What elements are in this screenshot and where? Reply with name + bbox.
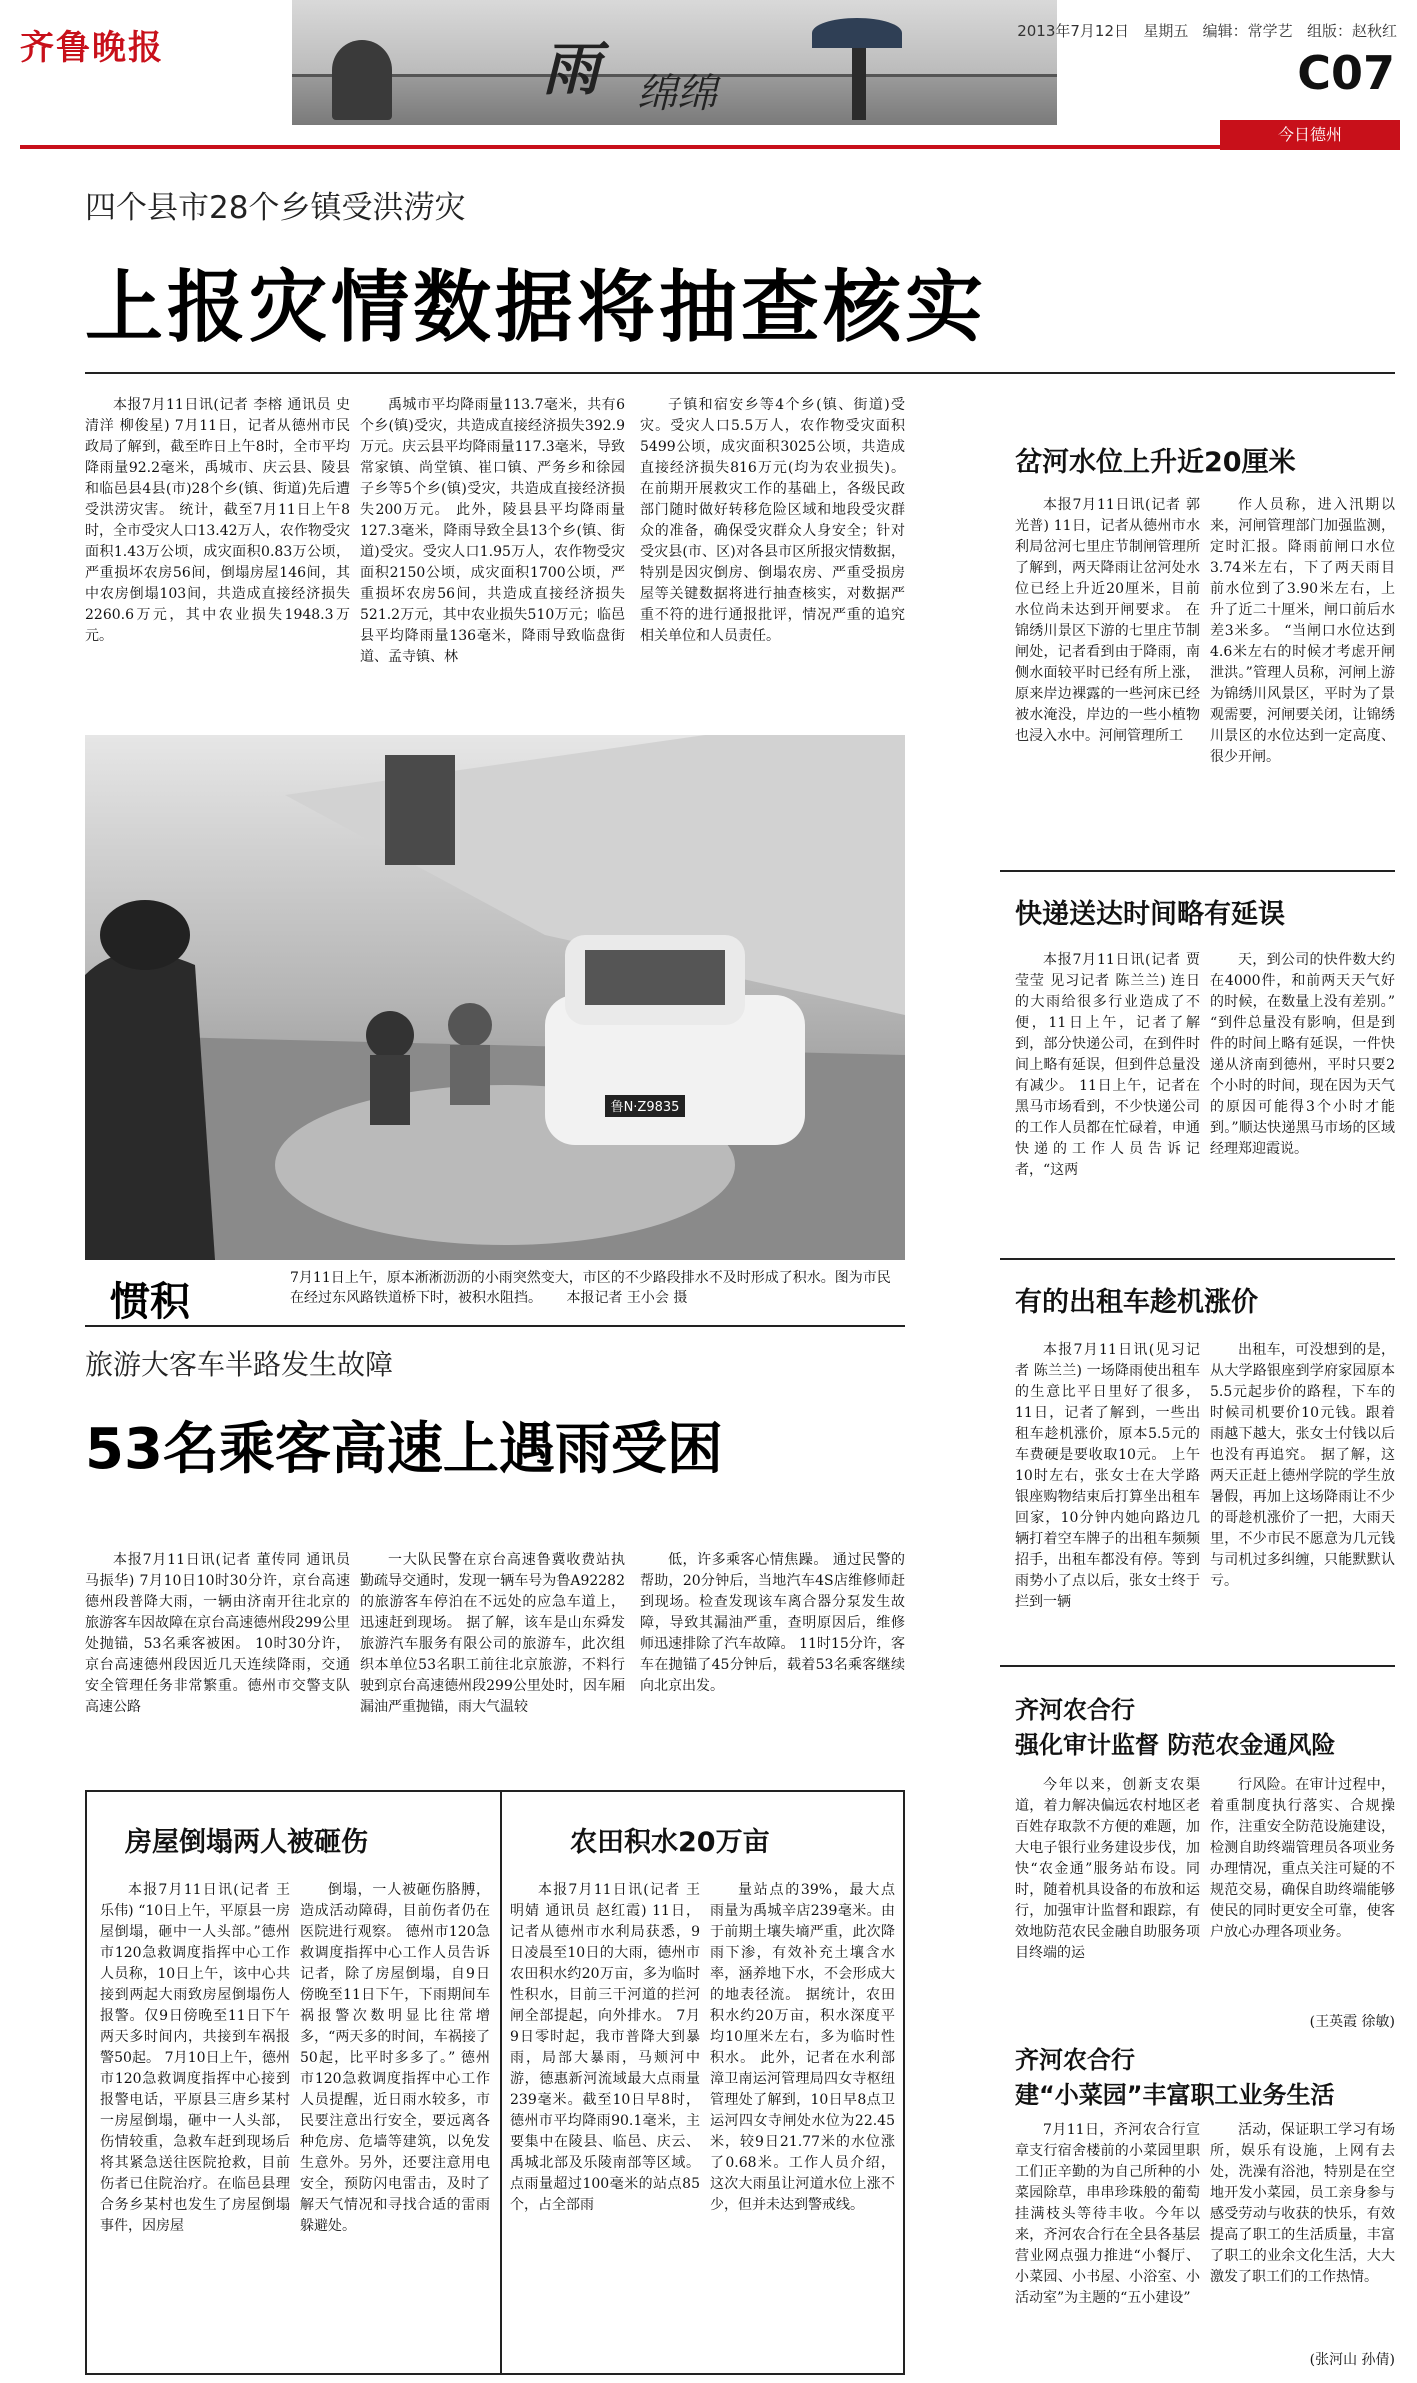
banner-subtitle: 绵绵	[637, 71, 717, 117]
river-headline: 岔河水位上升近20厘米	[1015, 447, 1296, 478]
masthead-rule	[20, 145, 1400, 149]
editor: 编辑：常学艺	[1202, 22, 1293, 40]
page-meta	[1017, 20, 1397, 41]
river-column-1: 本报7月11日讯(记者 郭光普) 11日，记者从德州市水利局岔河七里庄节制闸管理所了解到，两天降雨让岔河处水位已经上升近20厘米，目前水位尚未达到开闸要求。 在锦绣川景区下游的七里庄节制闸处，记者看到由于降雨，南侧水面较平时已经有所上涨，原来岸边裸露的一些河床已经被水淹没，岸边的一些小植物也浸入水中。河闸管理所工	[1015, 497, 1200, 744]
express-column-1: 本报7月11日讯(记者 贾莹莹 见习记者 陈兰兰) 连日的大雨给很多行业造成了不便，11日上午，记者了解到，部分快递公司，在到件时间上略有延误，但到件总量没有减少。 11日上午，记者在黑马市场看到，不少快递公司的工作人员都在忙碌着，申通快递的工作人员告诉记者，“这两	[1015, 952, 1200, 1178]
photo-credit: 本报记者 王小会 摄	[566, 1290, 688, 1306]
lead-rule	[85, 372, 1395, 374]
banner-title: 雨	[542, 35, 607, 103]
car-license-plate: 鲁N·Z9835	[610, 1100, 680, 1115]
coop2-column-2: 活动，保证职工学习有场所，娱乐有设施，上网有去处，洗澡有浴池，特别是在空地开发小菜园，员工亲身参与感受劳动与收获的快乐，有效提高了职工的生活质量，丰富了职工的业余文化生活，大大激发了职工们的工作热情。	[1210, 2122, 1395, 2285]
coop1-byline: (王英霞 徐敏)	[1309, 2014, 1395, 2030]
photo-caption: 7月11日上午，原本淅淅沥沥的小雨突然变大，市区的不少路段排水不及时形成了积水。图为市民在经过东风路铁道桥下时，被积水阻挡。 本报记者 王小会 摄	[290, 1270, 891, 1306]
taxi-column-2: 出租车，可没想到的是，从大学路银座到学府家园原本5.5元起步价的路程，下车的时候司机要价10元钱。跟着雨越下越大，张女士付钱以后也没有再追究。 据了解，这两天正赶上德州学院的学生放暑假，再加上这场降雨让不少的哥趁机涨价了一把，大雨天里，不少市民不愿意为几元钱与司机过多纠缠，只能默默认亏。	[1210, 1342, 1395, 1589]
section-tag: 今日德州	[1220, 120, 1400, 150]
express-column-2: 天，到公司的快件数大约在4000件，和前两天天气好的时候，在数量上没有差别。” “到件总量没有影响，但是到件的时间上略有延误，一件快递从济南到德州，平时只要2个小时的时间，现在因为天气的原因可能得3个小时才能到。”顺达快递黑马市场的区域经理郑迎霞说。	[1210, 952, 1395, 1157]
coop1-headline: 强化审计监督 防范农金通风险	[1015, 1731, 1336, 1759]
lead-column-3: 子镇和宿安乡等4个乡(镇、街道)受灾。受灾人口5.5万人，农作物受灾面积5499公顷，成灾面积3025公顷，共造成直接经济损失816万元(均为农业损失)。 在前期开展救灾工作的基础上，各级民政部门随时做好转移危险区域和地段受灾群众的准备，确保受灾群众人身安全；针对受灾县(市、区)对各县市区所报灾情数据，特别是因灾倒房、倒塌农房、严重受损房屋等关键数据将进行抽查核实，对数据严重不符的进行通报批评，情况严重的追究相关单位和人员责任。	[640, 397, 905, 644]
lower-box-divider	[500, 1790, 502, 2375]
coop2-column-1: 7月11日，齐河农合行宣章支行宿舍楼前的小菜园里职工们正辛勤的为自己所种的小菜园除草，串串珍珠般的葡萄挂满枝头等待丰收。今年以来，齐河农合行在全县各基层营业网点强力推进“小餐厅、小菜园、小书屋、小浴室、小活动室”为主题的“五小建设”	[1015, 2122, 1200, 2306]
house-headline: 房屋倒塌两人被砸伤	[125, 1827, 368, 1858]
bus-column-1: 本报7月11日讯(记者 董传同 通讯员 马振华) 7月10日10时30分许，京台高速德州段普降大雨，一辆由济南开往北京的旅游客车因故障在京台高速德州段299公里处抛锚，53名乘客被困。 10时30分许，京台高速德州段因近几天连续降雨，交通安全管理任务非常繁重。德州市交警支队高速公路	[85, 1552, 350, 1715]
lead-column-1: 本报7月11日讯(记者 李榕 通讯员 史清洋 柳俊星) 7月11日，记者从德州市民政局了解到，截至昨日上午8时，全市平均降雨量92.2毫米，禹城市、庆云县、陵县和临邑县4县(市)28个乡(镇、街道)先后遭受洪涝灾害。 统计，截至7月11日上午8时，全市受灾人口13.42万人，农作物受灾面积1.43万公顷，成灾面积0.83万公顷，严重损坏农房56间，倒塌房屋146间，其中农房倒塌103间，共造成直接经济损失2260.6万元，其中农业损失1948.3万元。	[85, 397, 350, 644]
umbrella-figure	[812, 18, 902, 48]
lead-headline: 上报灾情数据将抽查核实	[85, 263, 988, 353]
page-number: C07	[1297, 46, 1395, 100]
bus-headline: 53名乘客高速上遇雨受困	[85, 1417, 723, 1482]
river-rule	[1000, 870, 1395, 872]
farm-column-2: 量站点的39%，最大点雨量为禹城辛店239毫米。由于前期土壤失墒严重，此次降雨下渗，有效补充土壤含水率，涵养地下水，不会形成大的地表径流。 据统计，农田积水约20万亩，积水深度平均10厘米左右，多为临时性积水。 此外，记者在水利部漳卫南运河管理局四女寺枢纽管理处了解到，10日早8点卫运河四女寺闸处水位为22.45米，较9日21.77米的水位涨了0.68米。工作人员介绍，这次大雨虽让河道水位上涨不少，但并未达到警戒线。	[710, 1882, 895, 2213]
flooded-street-image	[85, 735, 905, 1260]
bus-kicker: 旅游大客车半路发生故障	[85, 1348, 394, 1381]
house-column-2: 倒塌，一人被砸伤胳膊，造成活动障碍，目前伤者仍在医院进行观察。 德州市120急救调度指挥中心工作人员告诉记者，除了房屋倒塌，自9日傍晚至11日下午，下雨期间车祸报警次数明显比往常增多，“两天多的时间，车祸接了50起，比平时多多了。” 德州市120急救调度指挥中心工作人员提醒，近日雨水较多，市民要注意出行安全，要远离各种危房、危墙等建筑，以免发生意外。另外，还要注意用电安全，预防闪电雷击，及时了解天气情况和寻找合适的雷雨躲避处。	[300, 1882, 490, 2234]
coop2-byline: (张河山 孙倩)	[1309, 2352, 1395, 2368]
photo-title: 惯积	[110, 1279, 190, 1325]
coop2-kicker: 齐河农合行	[1015, 2046, 1135, 2074]
lead-column-2: 禹城市平均降雨量113.7毫米，共有6个乡(镇)受灾，共造成直接经济损失392.9万元。庆云县平均降雨量117.3毫米，导致常家镇、尚堂镇、崔口镇、严务乡和徐园子乡等5个乡(镇)受灾，共造成直接经济损失200万元。 此外，陵县县平均降雨量127.3毫米，降雨导致全县13个乡(镇、街道)受灾。受灾人口1.95万人，农作物受灾面积2150公顷，成灾面积1700公顷，严重损坏农房56间，共造成直接经济损失521.2万元，其中农业损失510万元；临邑县平均降雨量136毫米，降雨导致临盘街道、孟寺镇、林	[360, 397, 625, 665]
taxi-headline: 有的出租车趁机涨价	[1015, 1287, 1258, 1318]
issue-weekday: 星期五	[1143, 22, 1189, 40]
coop2-headline: 建“小菜园”丰富职工业务生活	[1015, 2081, 1335, 2109]
bus-column-2: 一大队民警在京台高速鲁冀收费站执勤疏导交通时，发现一辆车号为鲁A92282的旅游客车停泊在不远处的应急车道上，迅速赶到现场。 据了解，该车是山东舜发旅游汽车服务有限公司的旅游车，此次组织本单位53名职工前往北京旅游，不料行驶到京台高速德州段299公里处时，因车厢漏油严重抛锚，雨大气温较	[360, 1552, 625, 1715]
coop1-kicker: 齐河农合行	[1015, 1696, 1135, 1724]
layout-editor: 组版：赵秋红	[1306, 22, 1397, 40]
issue-date: 2013年7月12日	[1017, 22, 1130, 40]
coop1-column-2: 行风险。在审计过程中，着重制度执行落实、合规操作，注重安全防范设施建设，检测自助终端管理员各项业务办理情况，重点关注可疑的不规范交易，确保自助终端能够使民的同时更安全可靠，使客户放心办理各项业务。	[1210, 1777, 1395, 1940]
news-photo	[85, 735, 905, 1260]
house-column-1: 本报7月11日讯(记者 王乐伟) “10日上午，平原县一房屋倒塌，砸中一人头部。”德州市120急救调度指挥中心工作人员称，10日上午，该中心共接到两起大雨致房屋倒塌伤人报警。仅9日傍晚至11日下午两天多时间内，共接到车祸报警50起。 7月10日上午，德州市120急救调度指挥中心接到报警电话，平原县三唐乡某村一房屋倒塌，砸中一人头部，伤情较重，急救车赶到现场后将其紧急送往医院抢救，目前伤者已住院治疗。在临邑县理合务乡某村也发生了房屋倒塌事件，因房屋	[100, 1882, 290, 2234]
taxi-rule	[1000, 1665, 1395, 1667]
paper-name: 齐鲁晚报	[20, 28, 164, 68]
taxi-column-1: 本报7月11日讯(见习记者 陈兰兰) 一场降雨使出租车的生意比平日里好了很多，11日，记者了解到，一些出租车趁机涨价，原本5.5元的车费硬是要收取10元。 上午10时左右，张女士在大学路银座购物结束后打算坐出租车回家，10分钟内她向路边几辆打着空车牌子的出租车频频招手，出租车都没有停。等到雨势小了点以后，张女士终于拦到一辆	[1015, 1342, 1200, 1610]
express-headline: 快递送达时间略有延误	[1015, 899, 1285, 930]
pedestrian-figure	[852, 48, 866, 120]
photo-rule	[85, 1325, 905, 1327]
lead-kicker: 四个县市28个乡镇受洪涝灾	[85, 190, 466, 226]
coop1-column-1: 今年以来，创新支农渠道，着力解决偏远农村地区老百姓存取款不方便的难题，加大电子银行业务建设步伐，加快“农金通”服务站布设。同时，随着机具设备的布放和运行，加强审计监督和跟踪，有效地防范农民金融自助服务项目终端的运	[1015, 1777, 1200, 1961]
cyclist-figure	[332, 40, 392, 120]
farm-column-1: 本报7月11日讯(记者 王明婧 通讯员 赵红霞) 11日，记者从德州市水利局获悉，9日凌晨至10日的大雨，德州市农田积水约20万亩，多为临时性积水，目前三干河道的拦河闸全部提起，向外排水。 7月9日零时起，我市普降大到暴雨，局部大暴雨，马颊河中游，德惠新河流域最大点雨量239毫米。截至10日早8时，德州市平均降雨90.1毫米，主要集中在陵县、临邑、庆云、禹城北部及乐陵南部等区域。点雨量超过100毫米的站点85个，占全部雨	[510, 1882, 700, 2213]
bus-column-3: 低，许多乘客心情焦躁。 通过民警的帮助，20分钟后，当地汽车4S店维修师赶到现场。检查发现该车离合器分泵发生故障，导致其漏油严重，查明原因后，维修师迅速排除了汽车故障。 11时15分许，客车在抛锚了45分钟后，载着53名乘客继续向北京出发。	[640, 1552, 905, 1694]
river-column-2: 作人员称，进入汛期以来，河闸管理部门加强监测，定时汇报。降雨前闸口水位3.74米左右，下了两天雨目前水位到了3.90米左右，上升了近二十厘米，闸口前后水差3米多。 “当闸口水位达到4.6米左右的时候才考虑开闸泄洪。”管理人员称，河闸上游为锦绣川风景区，平时为了景观需要，河闸要关闭，让锦绣川景区的水位达到一定高度、很少开闸。	[1210, 497, 1395, 765]
express-rule	[1000, 1258, 1395, 1260]
banner-photo	[292, 0, 1057, 125]
farm-headline: 农田积水20万亩	[570, 1827, 770, 1858]
